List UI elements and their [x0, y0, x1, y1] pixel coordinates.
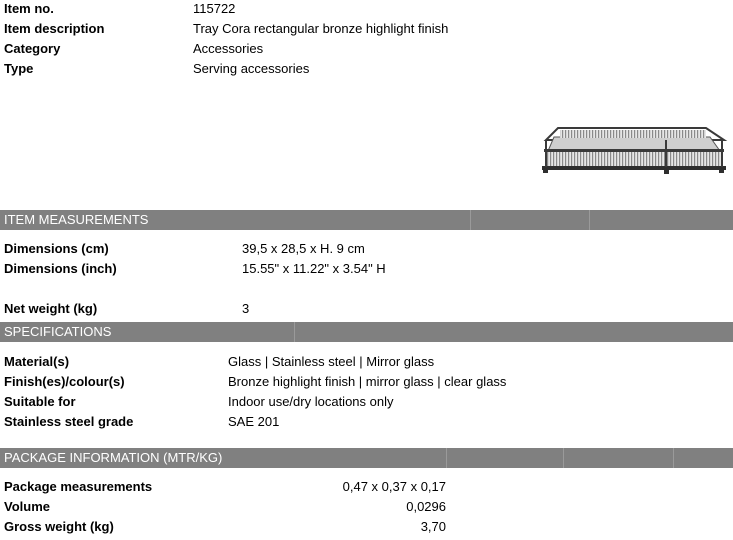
header-divider [563, 448, 564, 468]
net-weight-value: 3 [242, 301, 250, 316]
dimensions-inch-value: 15.55" x 11.22" x 3.54" H [242, 261, 386, 276]
finish-label: Finish(es)/colour(s) [4, 374, 125, 389]
specifications-title: SPECIFICATIONS [4, 324, 112, 339]
dimensions-cm-value: 39,5 x 28,5 x H. 9 cm [242, 241, 365, 256]
steel-grade-value: SAE 201 [228, 414, 280, 429]
dimensions-inch-label: Dimensions (inch) [4, 261, 117, 276]
item-description-value: Tray Cora rectangular bronze highlight finish [193, 21, 449, 36]
gross-weight-label: Gross weight (kg) [4, 519, 114, 534]
header-divider [589, 210, 590, 230]
gross-weight-value: 3,70 [420, 519, 446, 534]
suitable-for-label: Suitable for [4, 394, 76, 409]
specifications-header [0, 322, 733, 342]
package-measurements-value: 0,47 x 0,37 x 0,17 [342, 479, 446, 494]
volume-label: Volume [4, 499, 50, 514]
header-divider [673, 448, 674, 468]
steel-grade-label: Stainless steel grade [4, 414, 134, 429]
category-label: Category [4, 41, 61, 56]
package-measurements-label: Package measurements [4, 479, 153, 494]
package-information-title: PACKAGE INFORMATION (MTR/KG) [4, 450, 223, 465]
material-label: Material(s) [4, 354, 70, 369]
product-tray-image [538, 125, 728, 197]
package-information-header [0, 448, 733, 468]
item-description-label: Item description [4, 21, 105, 36]
type-label: Type [4, 61, 34, 76]
material-value: Glass | Stainless steel | Mirror glass [228, 354, 435, 369]
item-measurements-header [0, 210, 733, 230]
header-divider [446, 448, 447, 468]
category-value: Accessories [193, 41, 264, 56]
header-divider [470, 210, 471, 230]
net-weight-label: Net weight (kg) [4, 301, 98, 316]
suitable-for-value: Indoor use/dry locations only [228, 394, 394, 409]
item-measurements-title: ITEM MEASUREMENTS [4, 212, 149, 227]
type-value: Serving accessories [193, 61, 310, 76]
header-divider [294, 322, 295, 342]
item-no-value: 115722 [193, 1, 236, 16]
volume-value: 0,0296 [406, 499, 446, 514]
item-no-label: Item no. [4, 1, 54, 16]
dimensions-cm-label: Dimensions (cm) [4, 241, 109, 256]
finish-value: Bronze highlight finish | mirror glass | clear glass [228, 374, 507, 389]
